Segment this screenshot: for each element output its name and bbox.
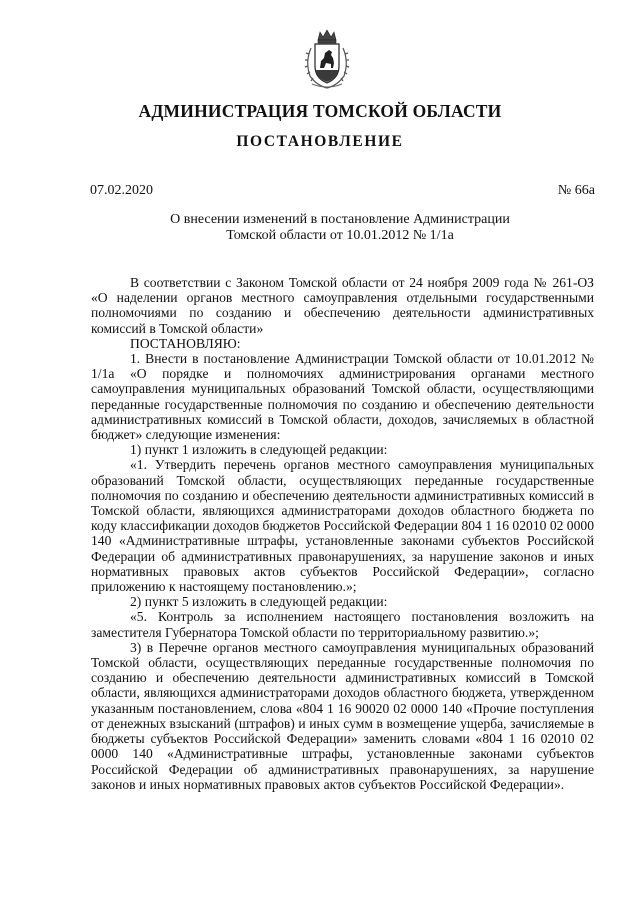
preamble-paragraph: В соответствии с Законом Томской области от 24 ноября 2009 года № 261-ОЗ «О наделении органов местного самоуправления отдельными государственными полномочиями по созданию и обеспечению деятельности административных комиссий в Томской области» — [91, 275, 594, 336]
subject-line-2: Томской области от 10.01.2012 № 1/1а — [226, 228, 454, 243]
subitem-1-intro: 1) пункт 1 изложить в следующей редакции: — [130, 442, 388, 458]
item-1-paragraph: 1. Внести в постановление Администрации Томской области от 10.01.2012 № 1/1а «О порядке и полномочиях администрирования органами местного самоуправления муниципальных образований Томской области, осуществляющими переданные государственные полномочия по созданию и обеспечению деятельности административных комиссий в Томской области, доходов, зачисляемых в областной бюджет» следующие изменения: — [91, 351, 594, 443]
document-subject — [90, 212, 590, 244]
decree-word: ПОСТАНОВЛЯЮ: — [130, 335, 241, 351]
tomsk-coat-of-arms-icon — [302, 28, 352, 90]
document-type: ПОСТАНОВЛЕНИЕ — [236, 133, 404, 150]
subitem-3-text: 3) в Перечне органов местного самоуправления муниципальных образований Томской области, осуществляющих переданные государственные полномочия по созданию и обеспечению деятельности административных комиссий в Томской области, являющихся администраторами доходов областного бюджета, утвержденном указанным постановлением, слова «804 1 16 90020 02 0000 140 «Прочие поступления от денежных взысканий (штрафов) и иных сумм в возмещение ущерба, зачисляемые в бюджеты субъектов Российской Федерации» заменить словами «804 1 16 02010 02 0000 140 «Административные штрафы, установленные законами субъектов Российской Федерации об административных правонарушениях, за нарушение законов и иных нормативных правовых актов субъектов Российской Федерации». — [91, 639, 594, 792]
document-body — [91, 275, 594, 792]
subitem-2-intro: 2) пункт 5 изложить в следующей редакции: — [130, 594, 388, 610]
organization-title: АДМИНИСТРАЦИЯ ТОМСКОЙ ОБЛАСТИ — [138, 101, 502, 121]
subitem-2-text: «5. Контроль за исполнением настоящего постановления возложить на заместителя Губернатора Томской области по территориальному развитию.»; — [91, 609, 594, 640]
document-date: 07.02.2020 — [90, 183, 153, 198]
subitem-1-text: «1. Утвердить перечень органов местного самоуправления муниципальных образований Томской области, осуществляющих переданные государственные полномочия по созданию и обеспечению деятельности административных комиссий в Томской области, являющихся администраторами доходов областного бюджета по коду классификации доходов бюджетов Российской Федерации 804 1 16 02010 02 0000 140 «Административные штрафы, установленные законами субъектов Российской Федерации об административных правонарушениях, за нарушение законов и иных нормативных правовых актов субъектов Российской Федерации», согласно приложению к настоящему постановлению.»; — [91, 457, 594, 595]
subject-line-1: О внесении изменений в постановление Администрации — [170, 212, 510, 227]
document-number: № 66а — [557, 183, 595, 198]
